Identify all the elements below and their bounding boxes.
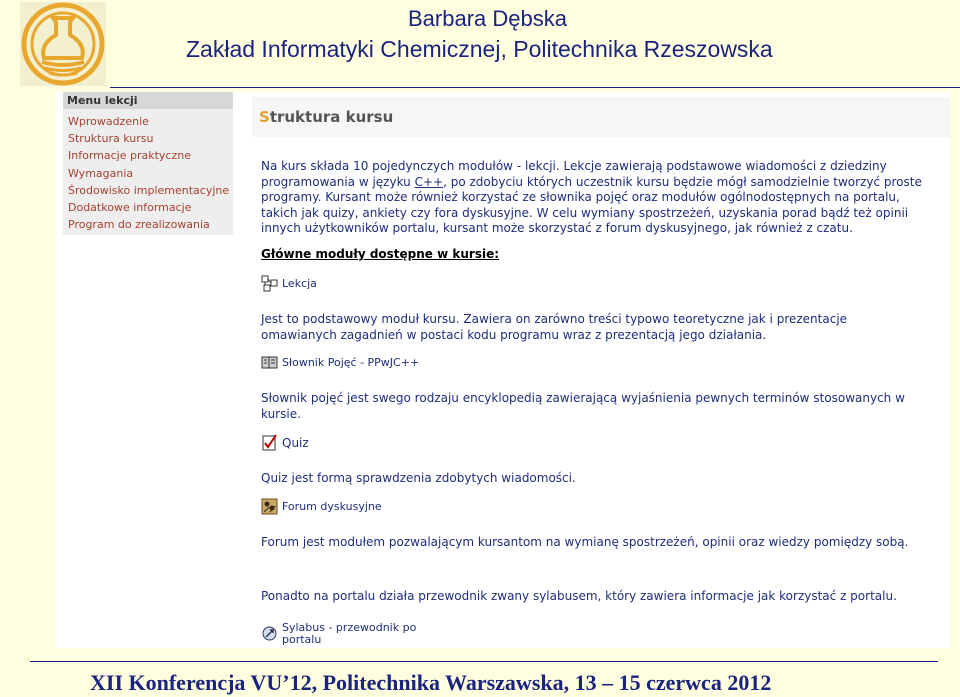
syllabus-link[interactable] [261,622,416,646]
quiz-icon [261,434,278,451]
module-label-lesson: Lekcja [282,277,317,290]
menu-item-practical-info[interactable]: Informacje praktyczne [68,149,191,163]
module-desc-forum: Forum jest modułem pozwalającym kursantom na wymianę spostrzeżeń, opinii oraz wiedzy pomiędzy sobą. [261,535,909,549]
module-desc-lesson: Jest to podstawowy moduł kursu. Zawiera on zarówno treści typowo teoretyczne jak i prezentacje omawianych zagadnień w postaci kodu programu wraz z prezentacją jego działania. [261,312,848,342]
forum-icon [261,498,278,515]
menu-item-requirements[interactable]: Wymagania [68,166,134,180]
header-divider [110,87,960,88]
intro-line: Na kurs składa 10 pojedynczych modułów - lekcji. Lekcje zawierają podstawowe wiadomości z dziedziny [261,159,887,173]
conference-footer: XII Konferencja VU’12, Politechnika Warszawska, 13 – 15 czerwca 2012 [90,670,772,695]
module-link-glossary[interactable] [261,354,419,371]
syllabus-label: portalu [282,633,322,646]
chemistry-flask-logo-icon [20,2,106,86]
module-label-forum: Forum dyskusyjne [282,500,382,513]
glossary-icon [261,354,278,371]
module-link-lesson[interactable] [261,275,317,292]
menu-item-program[interactable]: Program do zrealizowania [68,218,210,232]
syllabus-label: Sylabus - przewodnik po [282,621,417,634]
module-link-quiz[interactable] [261,434,309,451]
intro-line: programy. Kursant może również korzystać ze słownika pojęć oraz modułów ogólnodostępnych na portalu, [261,190,900,204]
lesson-menu [63,92,233,235]
lesson-menu-title: Menu lekcji [63,92,233,109]
menu-item-introduction[interactable]: Wprowadzenie [68,115,149,128]
module-label-quiz: Quiz [282,435,309,450]
author-name: Barbara Dębska [408,6,567,31]
footer-divider [30,661,938,662]
module-desc-glossary: Słownik pojęć jest swego rodzaju encyklopedią zawierającą wyjaśnienia pewnych terminów stosowanych w kursie. [261,391,905,421]
page-title [259,108,393,126]
menu-item-course-structure[interactable]: Struktura kursu [68,132,154,146]
page-title-initial: S [259,108,270,126]
intro-line: takich jak quizy, ankiety czy fora dyskusyjne. W celu wymiany spostrzeżeń, uzyskania porad bądź też opinii [261,205,909,220]
intro-line: programowania w języku C++, po zdobyciu których uczestnik kursu będzie mógł samodzielnie tworzyć proste [261,174,922,189]
module-link-forum[interactable] [261,498,382,515]
cpp-link[interactable]: C++ [414,174,444,189]
intro-paragraph [261,159,922,237]
modules-heading: Główne moduły dostępne w kursie: [261,247,500,261]
page-title-rest: truktura kursu [269,108,394,126]
module-desc-quiz: Quiz jest formą sprawdzenia zdobytych wiadomości. [261,471,576,485]
intro-line: innych użytkowników portalu, kursant może skorzystać z forum dyskusyjnego, jak również z czatu. [261,221,853,235]
menu-item-environment[interactable]: Środowisko implementacyjne [68,183,230,197]
course-portal-screenshot [56,92,950,648]
module-label-glossary: Słownik Pojęć - PPwJC++ [282,356,420,369]
lesson-icon [261,275,278,292]
institution-name: Zakład Informatyki Chemicznej, Politechnika Rzeszowska [186,36,773,62]
portal-note: Ponadto na portalu działa przewodnik zwany sylabusem, który zawiera informacje jak korzystać z portalu. [261,589,897,603]
menu-item-additional-info[interactable]: Dodatkowe informacje [68,200,192,214]
syllabus-icon [261,625,278,642]
